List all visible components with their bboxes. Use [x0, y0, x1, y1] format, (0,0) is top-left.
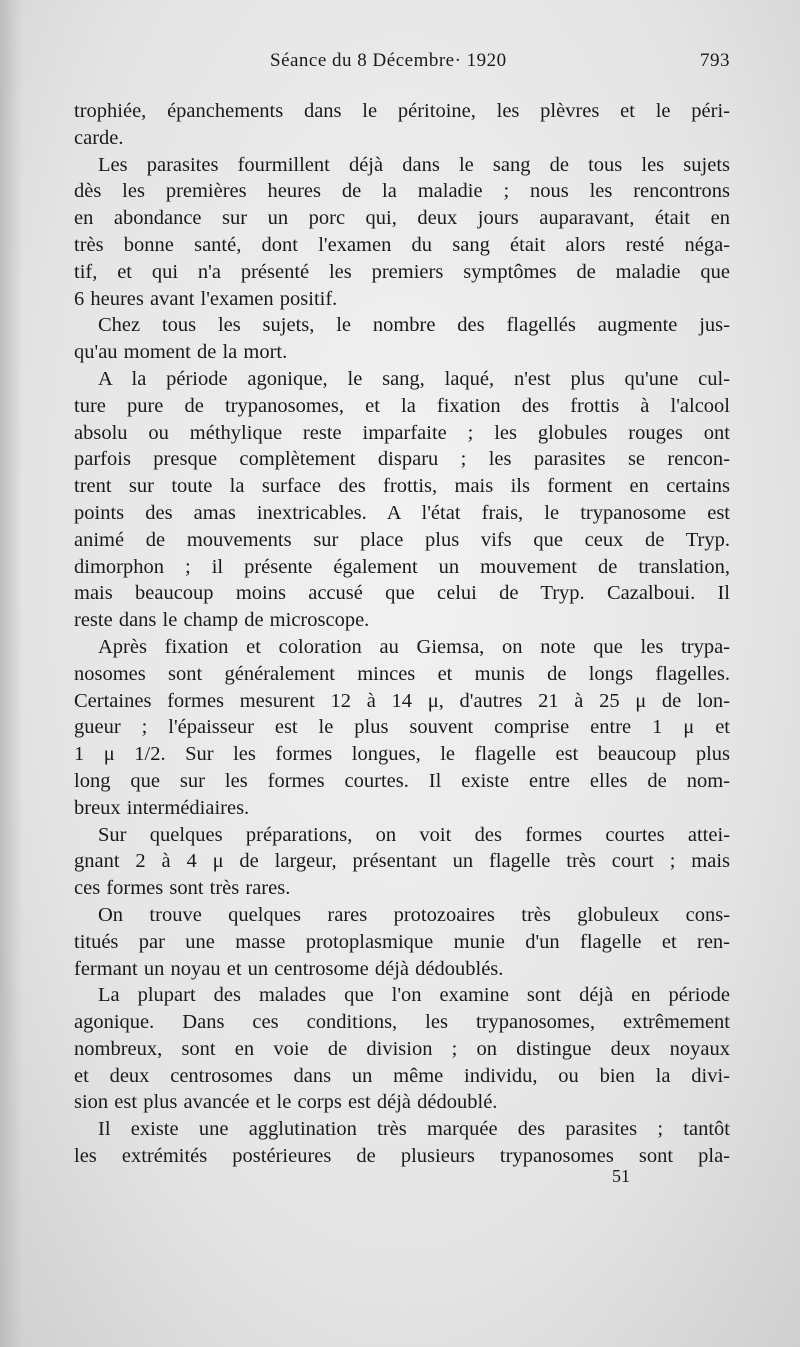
text-line: et deux centrosomes dans un même individu, ou bien la divi- — [74, 1064, 730, 1087]
text-line: mais beaucoup moins accusé que celui de Tryp. Cazalboui. Il — [74, 582, 730, 605]
text-line: Il existe une agglutination très marquée des parasites ; tantôt — [98, 1118, 730, 1141]
text-line: La plupart des malades que l'on examine sont déjà en période — [98, 984, 730, 1007]
text-line: dès les premières heures de la maladie ; nous les rencontrons — [74, 180, 730, 203]
text-line: 1 μ 1/2. Sur les formes longues, le flagelle est beaucoup plus — [74, 743, 730, 766]
running-head: Séance du 8 Décembre· 1920 — [270, 50, 507, 71]
text-line: carde. — [74, 126, 124, 149]
text-line: Sur quelques préparations, on voit des formes courtes attei- — [98, 823, 730, 846]
text-line: ces formes sont très rares. — [74, 877, 291, 900]
text-line: ture pure de trypanosomes, et la fixation des frottis à l'alcool — [74, 394, 730, 417]
text-line: très bonne santé, dont l'examen du sang était alors resté néga- — [74, 233, 730, 256]
text-line: nosomes sont généralement minces et munis de longs flagelles. — [74, 662, 730, 685]
text-line: trophiée, épanchements dans le péritoine, les plèvres et le péri- — [74, 100, 730, 122]
page-header — [74, 50, 730, 80]
text-line: absolu ou méthylique reste imparfaite ; les globules rouges ont — [74, 421, 730, 444]
text-line: en abondance sur un porc qui, deux jours auparavant, était en — [74, 207, 730, 230]
text-line: nombreux, sont en voie de division ; on distingue deux noyaux — [74, 1037, 730, 1060]
text-line: gueur ; l'épaisseur est le plus souvent comprise entre 1 μ et — [74, 716, 730, 739]
text-line: Chez tous les sujets, le nombre des flagellés augmente jus- — [98, 314, 730, 337]
text-line: reste dans le champ de microscope. — [74, 609, 370, 632]
text-line: On trouve quelques rares protozoaires très globuleux cons- — [98, 903, 730, 926]
text-line: sion est plus avancée et le corps est déjà dédoublé. — [74, 1091, 498, 1114]
text-line: Après fixation et coloration au Giemsa, on note que les trypa- — [98, 635, 730, 658]
text-line: 6 heures avant l'examen positif. — [74, 287, 338, 310]
text-line: parfois presque complètement disparu ; les parasites se rencon- — [74, 448, 730, 471]
text-line: Certaines formes mesurent 12 à 14 μ, d'autres 21 à 25 μ de lon- — [74, 689, 730, 712]
text-line: agonique. Dans ces conditions, les trypanosomes, extrêmement — [74, 1011, 730, 1034]
text-line: fermant un noyau et un centrosome déjà dédoublés. — [74, 957, 504, 980]
text-line: titués par une masse protoplasmique munie d'un flagelle et ren- — [74, 930, 730, 953]
text-line: gnant 2 à 4 μ de largeur, présentant un flagelle très court ; mais — [74, 850, 730, 873]
text-line: Les parasites fourmillent déjà dans le sang de tous les sujets — [98, 153, 730, 176]
text-line: les extrémités postérieures de plusieurs trypanosomes sont pla- — [74, 1145, 730, 1168]
body-text — [74, 98, 730, 1170]
spine-shadow — [0, 0, 22, 1347]
text-line: long que sur les formes courtes. Il existe entre elles de nom- — [74, 769, 730, 792]
text-line: A la période agonique, le sang, laqué, n'est plus qu'une cul- — [98, 367, 730, 390]
text-line: breux intermédiaires. — [74, 796, 250, 819]
text-line: tif, et qui n'a présenté les premiers symptômes de maladie que — [74, 260, 730, 283]
text-line: animé de mouvements sur place plus vifs que ceux de Tryp. — [74, 528, 730, 551]
text-line: qu'au moment de la mort. — [74, 341, 288, 364]
text-line: trent sur toute la surface des frottis, mais ils forment en certains — [74, 475, 730, 498]
text-line: dimorphon ; il présente également un mouvement de translation, — [74, 555, 730, 578]
signature-mark: 51 — [612, 1166, 630, 1186]
page-number: 793 — [700, 50, 730, 71]
text-line: points des amas inextricables. A l'état frais, le trypanosome est — [74, 501, 730, 524]
